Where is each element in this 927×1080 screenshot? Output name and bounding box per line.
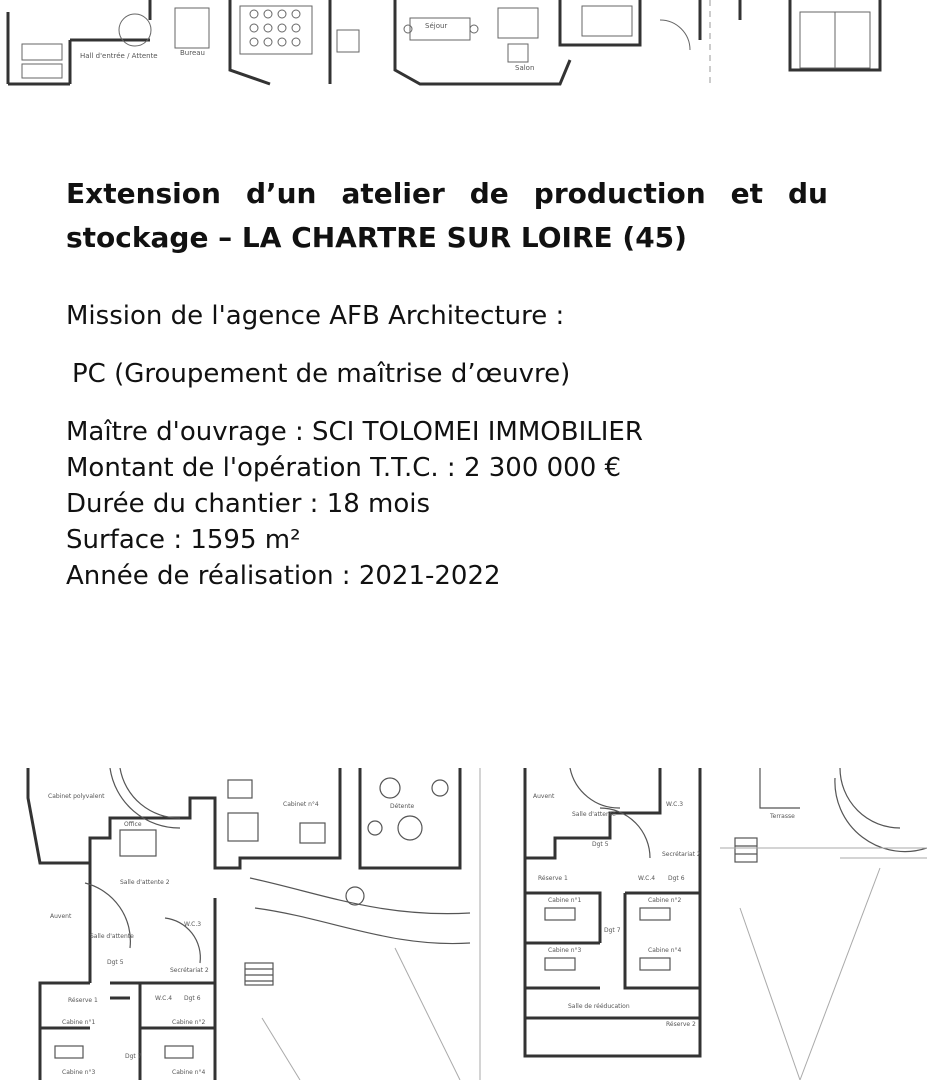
plan-label: Détente	[390, 803, 415, 810]
plan-label: Secrétariat 2	[662, 851, 701, 858]
plan-label: Cabinet n°4	[283, 801, 319, 808]
plan-label: W.C.4	[638, 875, 656, 882]
plan-label: Dgt 6	[668, 875, 685, 882]
plan-label: Cabine n°1	[62, 1019, 96, 1026]
plan-label: Cabine n°3	[62, 1069, 96, 1076]
plan-label: Salle de rééducation	[568, 1003, 630, 1010]
floor-plan-bottom	[0, 768, 927, 1080]
plan-label: W.C.3	[666, 801, 684, 808]
plan-label: Salle d'attente	[572, 811, 616, 818]
fact-budget: Montant de l'opération T.T.C. : 2 300 000 €	[66, 453, 622, 483]
plan-label: Auvent	[533, 793, 555, 800]
plan-label: Dgt 7	[604, 927, 621, 934]
plan-label: Hall d'entrée / Attente	[80, 52, 158, 60]
plan-label: Réserve 1	[538, 875, 568, 882]
plan-label: Dgt 5	[592, 841, 609, 848]
floor-plan-bottom-drawing	[0, 768, 927, 1080]
plan-label: Séjour	[425, 22, 448, 30]
fact-duration: Durée du chantier : 18 mois	[66, 489, 431, 519]
mission-type: PC (Groupement de maîtrise d’œuvre)	[72, 359, 571, 389]
fact-client: Maître d'ouvrage : SCI TOLOMEI IMMOBILIER	[66, 417, 643, 447]
plan-label: W.C.4	[155, 995, 173, 1002]
plan-label: Cabine n°2	[172, 1019, 206, 1026]
plan-label: Cabinet polyvalent	[48, 793, 105, 800]
plan-label: Terrasse	[770, 813, 795, 820]
plan-label: Cabine n°2	[648, 897, 682, 904]
plan-label: Bureau	[180, 49, 205, 57]
plan-label: Cabine n°1	[548, 897, 582, 904]
plan-label: Cabine n°4	[648, 947, 682, 954]
floor-plan-top-drawing	[0, 0, 927, 88]
fact-surface: Surface : 1595 m²	[66, 525, 301, 555]
plan-label: Salle d'attente 2	[120, 879, 170, 886]
plan-label: Dgt 6	[184, 995, 201, 1002]
project-title	[66, 172, 828, 260]
plan-label: Dgt 7	[125, 1053, 142, 1060]
project-title-line-2: stockage – LA CHARTRE SUR LOIRE (45)	[66, 221, 687, 254]
plan-label: Office	[124, 821, 142, 828]
plan-label: W.C.3	[184, 921, 202, 928]
plan-label: Secrétariat 2	[170, 967, 209, 974]
plan-label: Cabine n°4	[172, 1069, 206, 1076]
floor-plan-top	[0, 0, 927, 88]
plan-label: Réserve 2	[666, 1021, 696, 1028]
project-title-line-1: Extension d’un atelier de production et du	[66, 177, 828, 210]
mission-heading: Mission de l'agence AFB Architecture :	[66, 301, 565, 331]
plan-label: Réserve 1	[68, 997, 98, 1004]
plan-label: Cabine n°3	[548, 947, 582, 954]
project-facts	[66, 414, 643, 594]
plan-label: Salle d'attente	[90, 933, 134, 940]
plan-label: Auvent	[50, 913, 72, 920]
plan-label: Salon	[515, 64, 535, 72]
fact-year: Année de réalisation : 2021-2022	[66, 561, 501, 591]
plan-label: Dgt 5	[107, 959, 124, 966]
